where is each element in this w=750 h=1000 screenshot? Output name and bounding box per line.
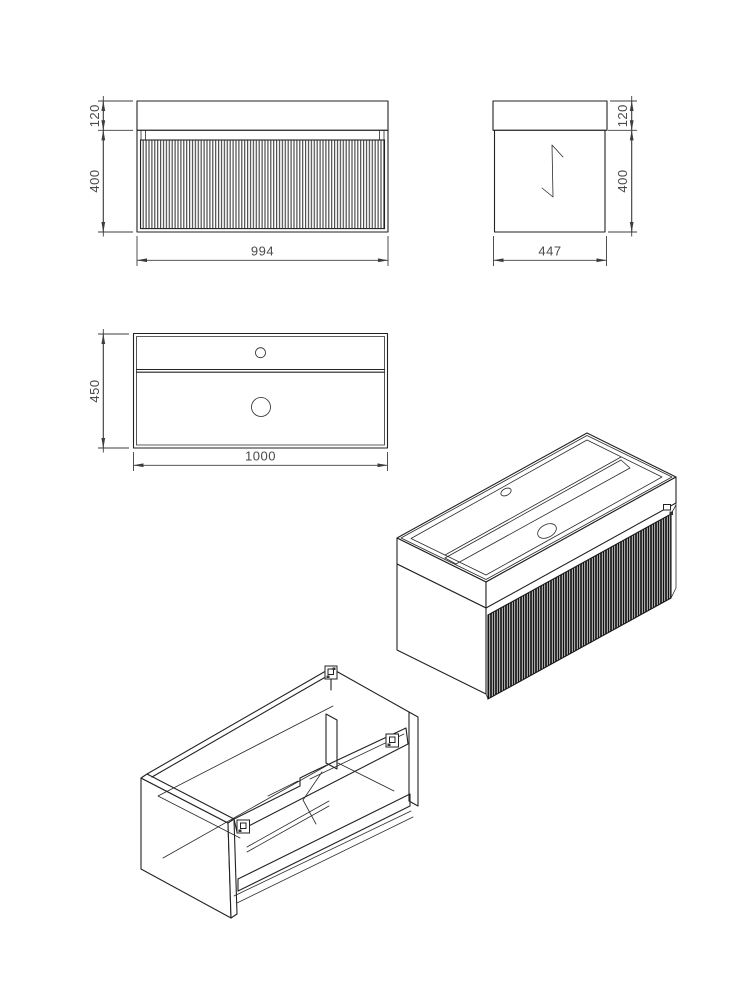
iso-wall-bracket — [664, 505, 674, 516]
dim-front-cabinet-height: 400 — [87, 169, 102, 193]
dim-front-counter-height: 120 — [87, 104, 102, 128]
side-cabinet-body — [495, 130, 606, 232]
dim-plan-width: 1000 — [245, 448, 276, 464]
side-view — [493, 101, 607, 232]
front-fluted-drawer — [141, 140, 385, 229]
carcass-bracket-left — [237, 820, 250, 833]
dim-plan-depth: 450 — [87, 379, 102, 403]
side-countertop — [493, 101, 607, 130]
isometric-carcass-view — [141, 666, 418, 918]
plan-view — [134, 334, 388, 449]
dim-side-cabinet-height: 400 — [615, 169, 630, 193]
front-countertop — [137, 101, 388, 130]
carcass-right-panel-edge — [331, 668, 409, 712]
carcass-right-panel — [409, 712, 418, 806]
front-view — [137, 101, 388, 232]
carcass-back-top-rail — [147, 668, 336, 777]
carcass-bracket-right — [386, 734, 399, 747]
dim-side-counter-height: 120 — [615, 104, 630, 128]
isometric-assembled-view — [397, 433, 676, 699]
dim-side-depth: 447 — [538, 243, 562, 259]
plan-basin-outline — [134, 334, 388, 449]
dim-front-width: 994 — [250, 243, 275, 259]
carcass-bracket-top — [325, 666, 337, 679]
